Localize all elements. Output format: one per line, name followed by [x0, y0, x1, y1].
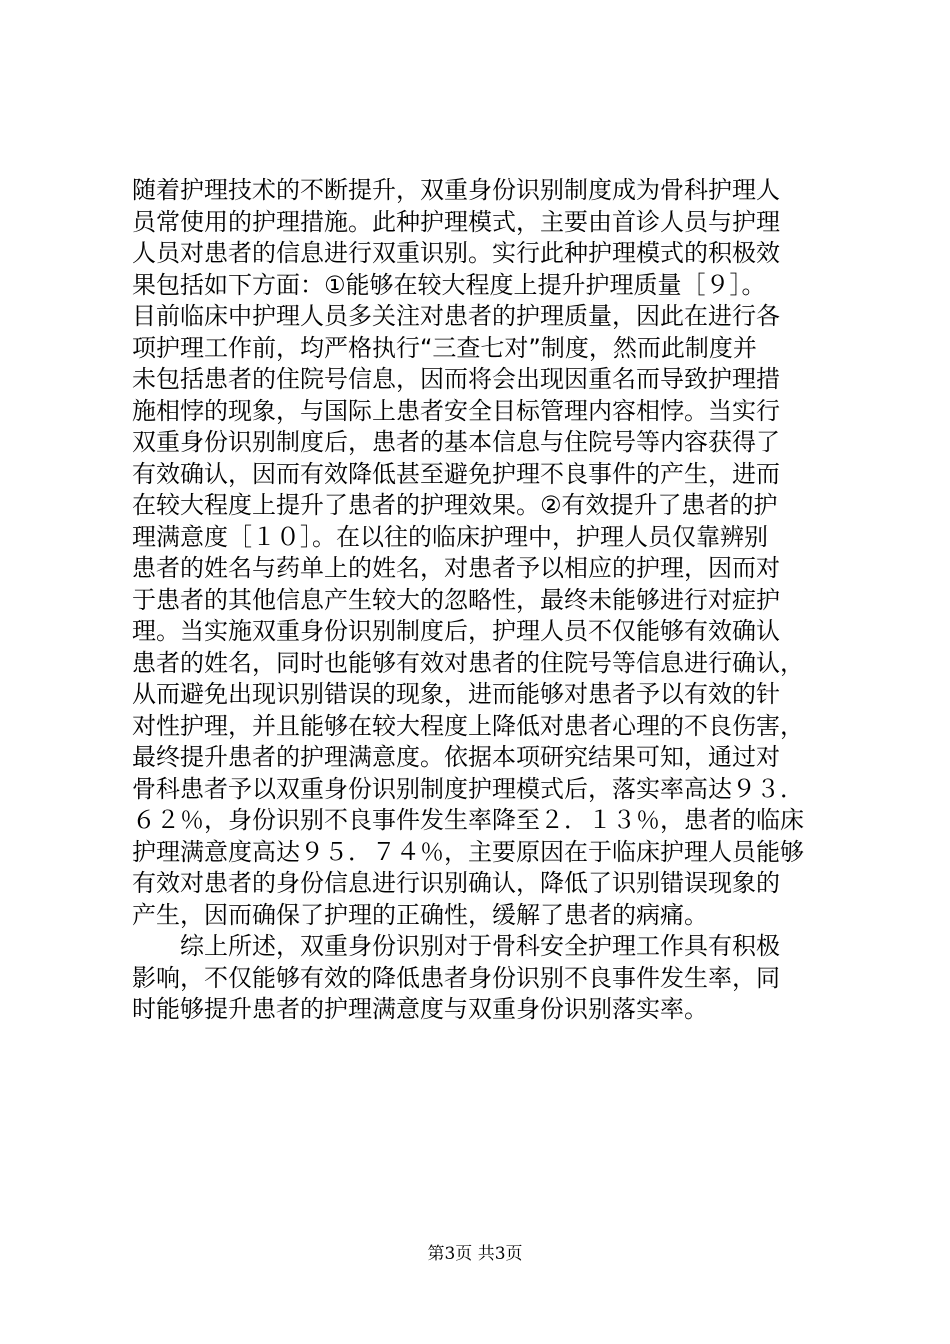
text-line: 理。当实施双重身份识别制度后，护理人员不仅能够有效确认	[132, 617, 780, 645]
text-line: 患者的姓名，同时也能够有效对患者的住院号等信息进行确认，	[132, 648, 804, 677]
text-line: 于患者的其他信息产生较大的忽略性，最终未能够进行对症护	[132, 585, 780, 614]
body-text	[132, 175, 832, 1026]
text-line: 项护理工作前，均严格执行“三查七对”制度，然而此制度并	[132, 333, 757, 362]
text-line: 时能够提升患者的护理满意度与双重身份识别落实率。	[132, 995, 708, 1023]
text-line: ６２％，身份识别不良事件发生率降至２．１３％，患者的临床	[132, 806, 804, 834]
text-line: 果包括如下方面：①能够在较大程度上提升护理质量［９］。	[132, 270, 766, 299]
text-line: 骨科患者予以双重身份识别制度护理模式后，落实率高达９３．	[132, 774, 804, 803]
text-line: 双重身份识别制度后，患者的基本信息与住院号等内容获得了	[132, 428, 780, 456]
text-line: 未包括患者的住院号信息，因而将会出现因重名而导致护理措	[132, 365, 780, 393]
text-line: 施相悖的现象，与国际上患者安全目标管理内容相悖。当实行	[132, 396, 780, 425]
text-line: 护理满意度高达９５．７４％，主要原因在于临床护理人员能够	[132, 837, 804, 866]
text-line: 在较大程度上提升了患者的护理效果。②有效提升了患者的护	[132, 491, 778, 519]
paragraph-first-line: 综上所述，双重身份识别对于骨科安全护理工作具有积极	[180, 932, 780, 960]
text-line: 随着护理技术的不断提升，双重身份识别制度成为骨科护理人	[132, 176, 780, 204]
text-line: 员常使用的护理措施。此种护理模式，主要由首诊人员与护理	[132, 207, 780, 236]
text-line: 最终提升患者的护理满意度。依据本项研究结果可知，通过对	[132, 743, 780, 771]
text-line: 有效对患者的身份信息进行识别确认，降低了识别错误现象的	[132, 869, 780, 897]
text-line: 理满意度［１０］。在以往的临床护理中，护理人员仅靠辨别	[132, 522, 768, 551]
text-line: 从而避免出现识别错误的现象，进而能够对患者予以有效的针	[132, 680, 780, 708]
text-line: 患者的姓名与药单上的姓名，对患者予以相应的护理，因而对	[132, 554, 780, 582]
text-line: 目前临床中护理人员多关注对患者的护理质量，因此在进行各	[132, 302, 780, 330]
text-line: 有效确认，因而有效降低甚至避免护理不良事件的产生，进而	[132, 459, 780, 488]
page-number-footer: 第3页 共3页	[427, 1244, 523, 1264]
text-line: 对性护理，并且能够在较大程度上降低对患者心理的不良伤害，	[132, 711, 804, 740]
text-line: 影响，不仅能够有效的降低患者身份识别不良事件发生率，同	[132, 963, 780, 992]
text-line: 人员对患者的信息进行双重识别。实行此种护理模式的积极效	[132, 239, 780, 267]
text-line: 产生，因而确保了护理的正确性，缓解了患者的病痛。	[132, 900, 708, 929]
